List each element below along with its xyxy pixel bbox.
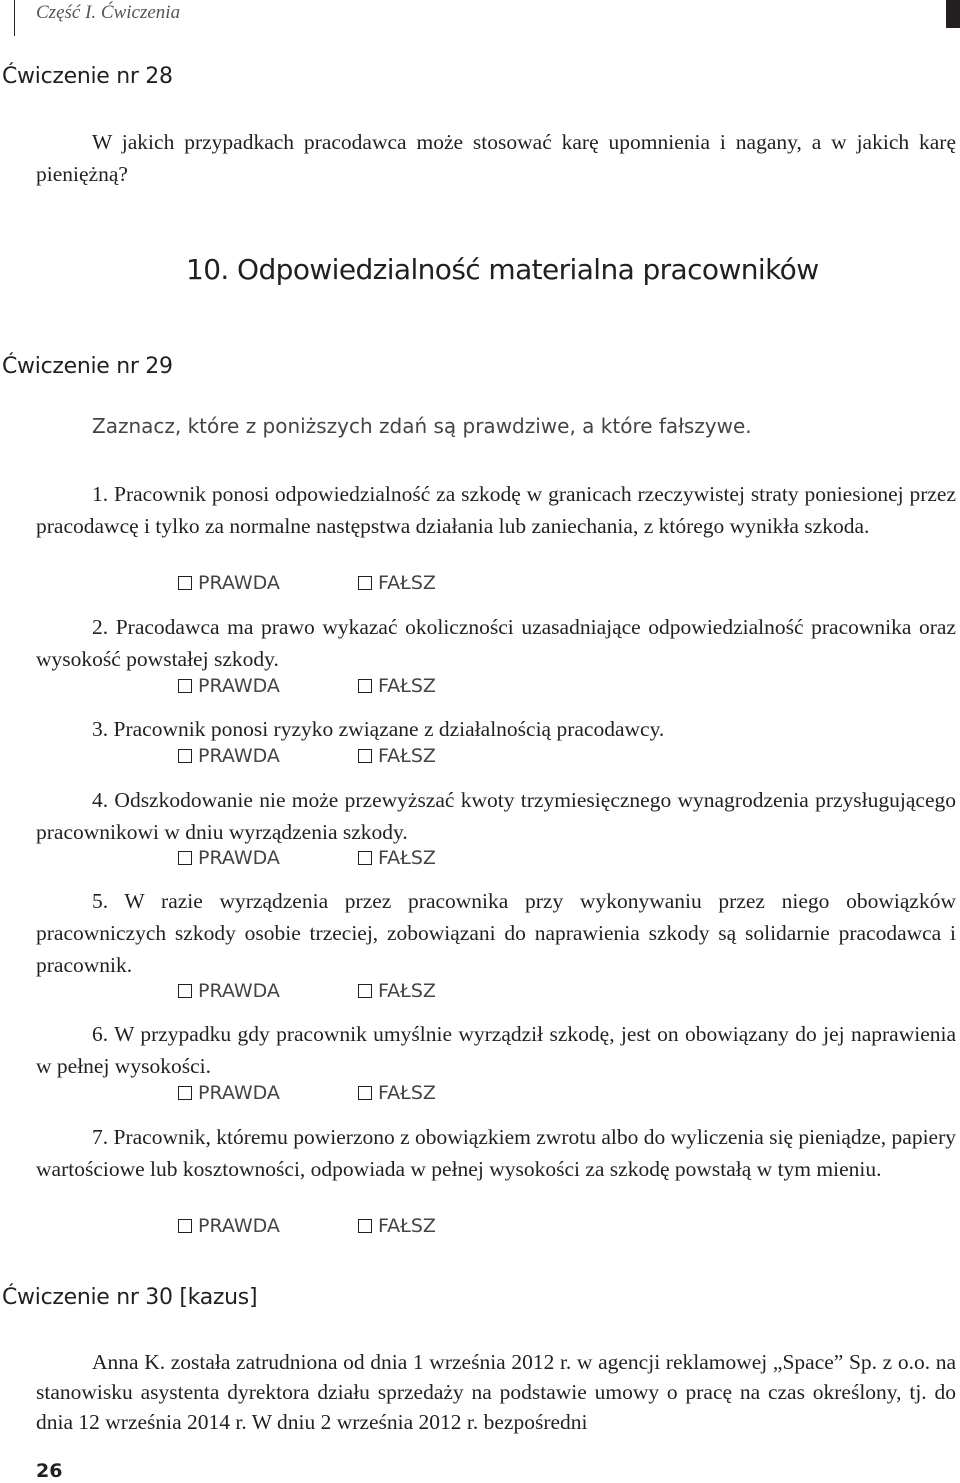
statement-4: 4. Odszkodowanie nie może przewyższać kwoty trzymiesięcznego wynagrodzenia przysługującego pracownikowi w dniu wyrządzenia szkody.: [36, 788, 956, 844]
answer-row-7: [178, 1215, 538, 1237]
running-header: Część I. Ćwiczenia: [36, 2, 181, 23]
true-label: PRAWDA: [198, 745, 280, 767]
true-label: PRAWDA: [198, 1215, 280, 1237]
true-option[interactable]: [178, 675, 358, 697]
statement-3: 3. Pracownik ponosi ryzyko związane z działalnością pracodawcy.: [92, 717, 665, 741]
checkbox-icon[interactable]: [178, 1219, 192, 1233]
exercise-29-intro: Zaznacz, które z poniższych zdań są prawdziwe, a które fałszywe.: [92, 414, 752, 438]
true-label: PRAWDA: [198, 1082, 280, 1104]
false-option[interactable]: [358, 1215, 538, 1237]
exercise-28-title: Ćwiczenie nr 28: [2, 64, 173, 89]
statement-5: 5. W razie wyrządzenia przez pracownika przy wykonywaniu przez niego obowiązków pracowniczych szkody osobie trzeciej, zobowiązani do naprawienia szkody są solidarnie pracodawca i pracownik.: [36, 889, 956, 977]
exercise-30-text: Anna K. została zatrudniona od dnia 1 września 2012 r. w agencji reklamowej „Space” Sp. z o.o. na stanowisku asystenta dyrektora działu sprzedaży na podstawie umowy o pracę na czas określony, tj. do dnia 12 września 2014 r. W dniu 2 września 2012 r. bezpośredni: [36, 1350, 956, 1434]
true-label: PRAWDA: [198, 847, 280, 869]
true-option[interactable]: [178, 1215, 358, 1237]
answer-row-4: [178, 847, 538, 869]
true-option[interactable]: [178, 980, 358, 1002]
false-label: FAŁSZ: [378, 1215, 436, 1237]
checkbox-icon[interactable]: [358, 1219, 372, 1233]
checkbox-icon[interactable]: [358, 679, 372, 693]
true-option[interactable]: [178, 572, 358, 594]
false-label: FAŁSZ: [378, 745, 436, 767]
statement-1: 1. Pracownik ponosi odpowiedzialność za szkodę w granicach rzeczywistej straty poniesionej przez pracodawcę i tylko za normalne następstwa działania lub zaniechania, z którego wynikła szkoda.: [36, 482, 956, 538]
true-label: PRAWDA: [198, 980, 280, 1002]
answer-row-2: [178, 675, 538, 697]
answer-row-6: [178, 1082, 538, 1104]
false-option[interactable]: [358, 745, 538, 767]
false-option[interactable]: [358, 572, 538, 594]
true-label: PRAWDA: [198, 675, 280, 697]
true-option[interactable]: [178, 1082, 358, 1104]
false-label: FAŁSZ: [378, 675, 436, 697]
exercise-28-question: W jakich przypadkach pracodawca może stosować karę upomnienia i nagany, a w jakich karę pieniężną?: [36, 130, 956, 186]
false-label: FAŁSZ: [378, 980, 436, 1002]
exercise-30-title: Ćwiczenie nr 30 [kazus]: [2, 1285, 258, 1310]
checkbox-icon[interactable]: [178, 576, 192, 590]
false-option[interactable]: [358, 675, 538, 697]
checkbox-icon[interactable]: [178, 749, 192, 763]
statement-7: 7. Pracownik, któremu powierzono z obowiązkiem zwrotu albo do wyliczenia się pieniądze, papiery wartościowe lub kosztowności, odpowiada w pełnej wysokości za szkodę powstałą w tym mieniu.: [36, 1125, 956, 1181]
answer-row-1: [178, 572, 538, 594]
answer-row-5: [178, 980, 538, 1002]
checkbox-icon[interactable]: [358, 851, 372, 865]
true-option[interactable]: [178, 847, 358, 869]
checkbox-icon[interactable]: [178, 984, 192, 998]
checkbox-icon[interactable]: [178, 1086, 192, 1100]
exercise-29-title: Ćwiczenie nr 29: [2, 354, 173, 379]
false-option[interactable]: [358, 847, 538, 869]
false-label: FAŁSZ: [378, 847, 436, 869]
checkbox-icon[interactable]: [358, 749, 372, 763]
false-option[interactable]: [358, 1082, 538, 1104]
chapter-title: 10. Odpowiedzialność materialna pracowników: [186, 253, 819, 286]
statement-6: 6. W przypadku gdy pracownik umyślnie wyrządził szkodę, jest on obowiązany do jej naprawienia w pełnej wysokości.: [36, 1022, 956, 1078]
page-number: 26: [36, 1460, 63, 1482]
false-label: FAŁSZ: [378, 1082, 436, 1104]
false-option[interactable]: [358, 980, 538, 1002]
checkbox-icon[interactable]: [178, 851, 192, 865]
false-label: FAŁSZ: [378, 572, 436, 594]
statement-2: 2. Pracodawca ma prawo wykazać okoliczności uzasadniające odpowiedzialność pracownika oraz wysokość powstałej szkody.: [36, 615, 956, 671]
true-option[interactable]: [178, 745, 358, 767]
checkbox-icon[interactable]: [178, 679, 192, 693]
header-rule: [0, 0, 15, 36]
checkbox-icon[interactable]: [358, 1086, 372, 1100]
answer-row-3: [178, 745, 538, 767]
corner-tab: [946, 0, 960, 28]
checkbox-icon[interactable]: [358, 984, 372, 998]
checkbox-icon[interactable]: [358, 576, 372, 590]
true-label: PRAWDA: [198, 572, 280, 594]
